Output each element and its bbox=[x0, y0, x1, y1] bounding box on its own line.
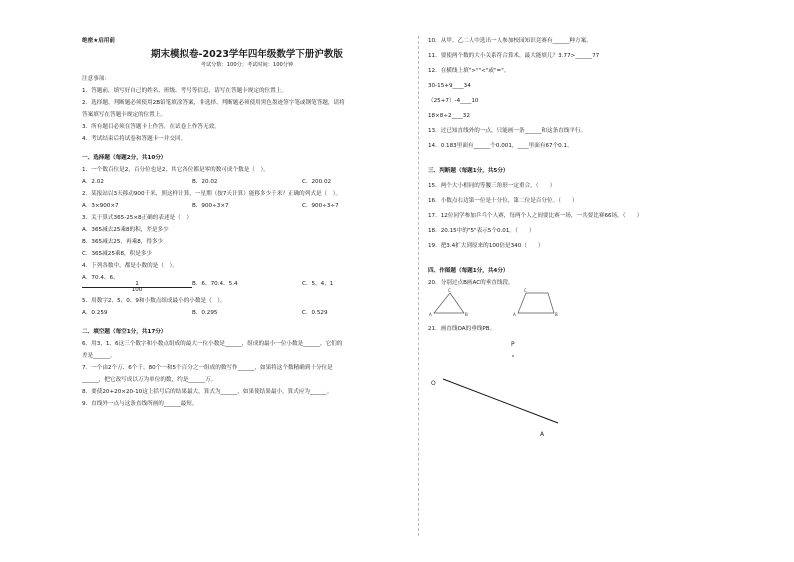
question-21: 21．画直线OA的垂线PB。 bbox=[428, 326, 496, 332]
question-7-cont: ______，把它改写成以万为单位的数，约是______万。 bbox=[82, 377, 217, 383]
question-6-cont: 差是______。 bbox=[82, 353, 116, 359]
question-18: 18．20.15中的"5"表示5个0.01。（ ） bbox=[428, 228, 535, 234]
question-14: 14．0.183里面有______个0.001，____里面有67个0.1。 bbox=[428, 143, 573, 149]
question-12-b: （25+7）-4____10 bbox=[428, 98, 479, 104]
question-3: 3．关于算式365-25×8正确的表述是（ ） bbox=[82, 215, 192, 221]
fraction-denominator: 100 bbox=[131, 287, 143, 293]
option-b: B．0.295 bbox=[192, 310, 218, 316]
question-5: 5．用数字2、5、0、9和小数点组成最小的小数是（ ）。 bbox=[82, 298, 226, 304]
option-a: A．3×900×7 bbox=[82, 203, 119, 209]
option-c: C．5、4、1 bbox=[302, 280, 334, 287]
line-figure bbox=[428, 333, 728, 445]
question-12: 12．在横线上填">""<"或"="。 bbox=[428, 68, 510, 74]
question-10: 10．从甲、乙二人中选出一人参加校园知识竞赛有______种方案。 bbox=[428, 38, 592, 44]
question-12-a: 30-15+9____34 bbox=[428, 83, 471, 89]
ray-oa bbox=[443, 379, 558, 423]
trapezoid-2 bbox=[518, 293, 554, 313]
option-a: A．365减去25乘8的积，差是多少 bbox=[82, 227, 169, 233]
triangle-figures bbox=[428, 287, 728, 321]
note-item: 4．考试结束后将试卷和答题卡一并交回。 bbox=[82, 136, 187, 142]
secret-label: 绝密★启用前 bbox=[82, 38, 115, 44]
note-item: 2．选择题、判断题必须使用2B铅笔填涂答案，非选择、判断题必须使用黑色墨迹签字笔或钢笔答题，请将 bbox=[82, 100, 345, 106]
option-a: A．0.259 bbox=[82, 310, 108, 316]
fraction bbox=[82, 282, 192, 293]
option-c: C．365减25乘8，积是多少 bbox=[82, 251, 153, 257]
triangle-1-label-c: C bbox=[448, 288, 451, 293]
trapezoid-2-label-a: A bbox=[513, 312, 516, 317]
option-c: C．0.529 bbox=[302, 310, 328, 316]
option-b: B．6、70.4、5.4 bbox=[192, 280, 238, 287]
question-4: 4．下列各数中，都是小数的是（ ）。 bbox=[82, 263, 178, 269]
trapezoid-2-label-c: C bbox=[524, 288, 527, 293]
question-12-c: 18×8÷2____32 bbox=[428, 113, 470, 119]
question-2-options bbox=[82, 203, 412, 210]
exam-info: 考试分数：100分；考试时间：100分钟 bbox=[200, 62, 294, 68]
fraction-numerator: 1 bbox=[82, 282, 192, 288]
option-a: A．2.02 bbox=[82, 179, 104, 185]
notes-heading: 注意事项： bbox=[82, 76, 110, 82]
option-b: B．365减去25，再乘8，得多少 bbox=[82, 239, 164, 245]
question-15: 15．两个大小相同的等腰三角形一定重合。（ ） bbox=[428, 183, 556, 189]
note-item: 答案填写在答题卡规定的位置上。 bbox=[82, 112, 166, 118]
section-heading-judge: 三、判断题（每题1分，共5分） bbox=[428, 168, 509, 174]
option-a-text: A．70.4、6、 bbox=[82, 275, 119, 281]
question-9: 9．直线外一点与这条直线所画的______最短。 bbox=[82, 401, 198, 407]
question-11: 11．要使两个数的大小关系符合算术，最大能填几？3.77>______77 bbox=[428, 53, 600, 59]
section-heading-fill: 二、填空题（每空1分，共17分） bbox=[82, 329, 167, 335]
question-20: 20．分别过点B画AC的垂直线段。 bbox=[428, 280, 514, 286]
point-p bbox=[512, 355, 513, 356]
question-13: 13．过已知直线外的一点，只能画一条______和这条直线平行。 bbox=[428, 128, 587, 134]
question-17: 17．12位同学参加乒乓个人赛，每两个人之间要比赛一场，一共要比赛66场。（ ） bbox=[428, 213, 643, 219]
right-column bbox=[428, 38, 728, 445]
note-item: 3．所有题目必须在答题卡上作答，在试卷上作答无效。 bbox=[82, 124, 220, 130]
page-title: 期末模拟卷-2023学年四年级数学下册沪教版 bbox=[151, 49, 343, 60]
option-a bbox=[82, 275, 192, 293]
question-19: 19．把3.4扩大到原来的100倍是340（ ） bbox=[428, 243, 544, 249]
triangle-1-label-b: B bbox=[465, 312, 468, 317]
triangle-1-label-a: A bbox=[429, 312, 432, 317]
question-7: 7．一个由2个万、6个千、80个一和5个百分之一组成的数写作______，如果将这个数精确到十分位是 bbox=[82, 365, 333, 371]
question-1-options bbox=[82, 179, 412, 186]
question-2: 2．某报站以3天移动900千米，照这样计算，一星期（按7天计算）能移多少千米？正确的列式是（ ）。 bbox=[82, 191, 342, 197]
section-heading-choice: 一、选择题（每题2分，共10分） bbox=[82, 155, 167, 161]
point-p-label: P bbox=[511, 341, 515, 348]
question-5-options bbox=[82, 310, 412, 317]
point-o-label: O bbox=[431, 380, 436, 387]
option-c: C．200.02 bbox=[302, 179, 332, 185]
left-column bbox=[82, 38, 412, 408]
section-heading-draw: 四、作图题（每题1分，共4分） bbox=[428, 268, 509, 274]
option-c: C．900÷3÷7 bbox=[302, 203, 339, 209]
point-a-label: A bbox=[540, 431, 545, 438]
option-b: B．20.02 bbox=[192, 179, 218, 185]
question-1: 1．一个数百位是2，百分位也是2，其它各位都是零的数可成个数是（ ）。 bbox=[82, 167, 269, 173]
question-8: 8．要使20+20×20-10这上括号后的结果最大，算式为______，如果使结果最小，算式应为______。 bbox=[82, 389, 333, 395]
question-4-options bbox=[82, 275, 412, 293]
trapezoid-2-label-b: B bbox=[555, 312, 558, 317]
triangle-1 bbox=[434, 293, 464, 313]
question-16: 16．小数点右边第一位是十分位，第二位是百分位。（ ） bbox=[428, 198, 578, 204]
note-item: 1．答题前，填写好自己的姓名、班级、考号等信息，请写在答题卡规定的位置上。 bbox=[82, 88, 287, 94]
question-6: 6．用3、1、6这三个数字和小数点组成的最大一位小数是______，组成的最小一位小数是______，它们的 bbox=[82, 341, 343, 347]
column-divider bbox=[418, 36, 419, 536]
option-b: B．900÷3×7 bbox=[192, 203, 229, 209]
